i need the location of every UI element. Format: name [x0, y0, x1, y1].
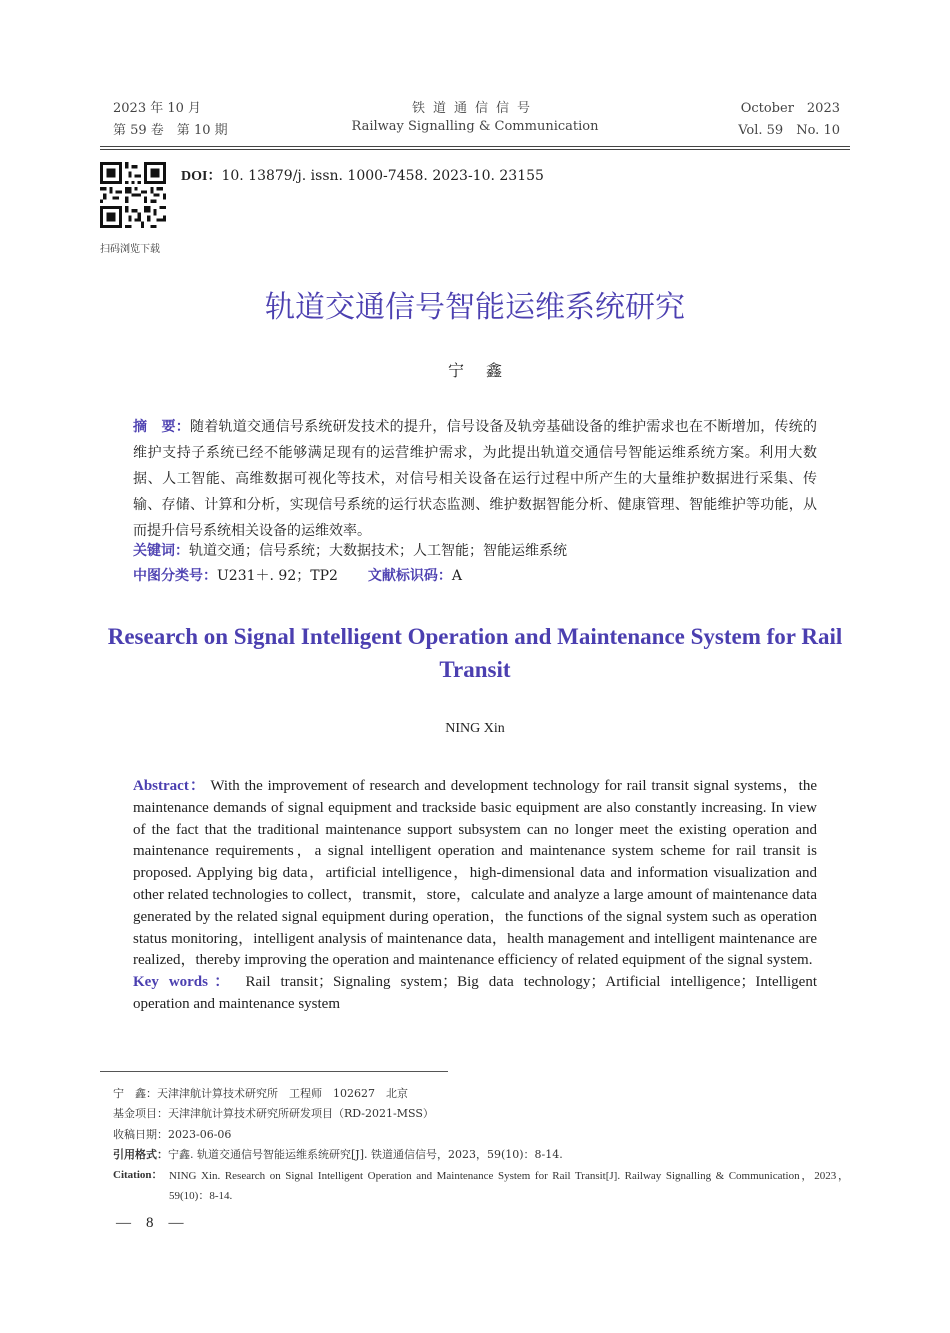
header-rule-bottom	[100, 149, 850, 150]
footnote-rule	[100, 1071, 448, 1072]
header-rule-top	[100, 146, 850, 147]
doi-value[interactable]: 10. 13879/j. issn. 1000-7458. 2023-10. 23155	[221, 168, 544, 184]
title-cn: 轨道交通信号智能运维系统研究	[265, 290, 685, 325]
keywords-cn-label: 关键词：	[133, 543, 189, 559]
doi-line	[181, 165, 544, 185]
page-number: — 8 —	[116, 1215, 184, 1231]
author-en: NING Xin	[445, 721, 505, 736]
keywords-cn-text: 轨道交通；信号系统；大数据技术；人工智能；智能运维系统	[189, 543, 567, 559]
keywords-en-text: Rail transit；Signaling system；Big data technology；Artificial intelligence；Intelligent operation and maintenance system	[133, 974, 818, 1012]
header-volume-cn: 第 59 卷 第 10 期	[113, 123, 228, 138]
cite-cn-label: 引用格式：	[113, 1148, 168, 1161]
abstract-cn-label: 摘 要：	[133, 419, 191, 435]
footnote-cite-cn	[113, 1146, 563, 1162]
cite-cn-text: 宁鑫. 轨道交通信号智能运维系统研究[J]. 铁道通信信号，2023，59(10)：8-14.	[168, 1148, 563, 1161]
classification-value: U231＋. 92；TP2	[217, 568, 338, 584]
journal-title-cn: 铁道通信信号	[411, 101, 538, 116]
cite-en-label: Citation：	[113, 1169, 163, 1181]
footnote-author-info: 宁 鑫：天津津航计算技术研究所 工程师 102627 北京	[113, 1087, 408, 1100]
footnote-received: 收稿日期：2023-06-06	[113, 1128, 232, 1141]
journal-title-en: Railway Signalling & Communication	[351, 119, 599, 134]
keywords-cn	[133, 540, 567, 560]
abstract-cn-text: 随着轨道交通信号系统研发技术的提升，信号设备及轨旁基础设备的维护需求也在不断增加，传统的维护支持子系统已经不能够满足现有的运营维护需求，为此提出轨道交通信号智能运维系统方案。利用大数据、人工智能、高维数据可视化等技术，对信号相关设备在运行过程中所产生的大量维护数据进行采集、传输、存储、计算和分析，实现信号系统的运行状态监测、维护数据智能分析、健康管理、智能维护等功能，从而提升信号系统相关设备的运维效率。	[133, 419, 818, 539]
abstract-cn	[133, 414, 817, 544]
classification-cn	[133, 565, 462, 585]
abstract-en-paragraph	[133, 776, 817, 972]
abstract-en-text: With the improvement of research and development technology for rail transit signal systems，the maintenance demands of signal equipment and trackside basic equipment are also constantly increasing. In view of the fact that the traditional maintenance support subsystem can no longer meet the existing operation and maintenance requirements，a signal intelligent operation and maintenance system scheme for rail transit is proposed. Applying big data，artificial intelligence，high-dimensional data and information visualization and other related technologies to collect，transmit，store，calculate and analyze a large amount of maintenance data generated by the related signal equipment during operation，the functions of the signal system such as operation status monitoring，intelligent analysis of maintenance data，health management and intelligent maintenance are realized，thereby improving the operation and maintenance efficiency of related equipment of the signal system.	[133, 778, 817, 969]
document-code-label: 文献标识码：	[367, 568, 452, 584]
header-date-cn: 2023 年 10 月	[113, 101, 202, 116]
abstract-en-label: Abstract：	[133, 778, 206, 794]
title-en: Research on Signal Intelligent Operation and Maintenance System for Rail Transit	[107, 624, 843, 682]
keywords-en-paragraph	[133, 972, 817, 1016]
header-volume-en: Vol. 59 No. 10	[738, 123, 840, 138]
classification-label: 中图分类号：	[133, 568, 217, 584]
author-cn: 宁鑫	[447, 361, 524, 380]
cite-en-text: NING Xin. Research on Signal Intelligent Operation and Maintenance System for Rail Transit[J]. Railway Signalling & Communication，2023，59(10)：8-14.	[169, 1170, 849, 1202]
abstract-en	[133, 776, 817, 1016]
footnote-fund: 基金项目：天津津航计算技术研究所研发项目（RD-2021-MSS）	[113, 1107, 434, 1120]
header-date-en: October 2023	[740, 101, 840, 116]
qr-code-icon	[100, 162, 166, 228]
footnote-cite-en	[113, 1166, 853, 1206]
keywords-en-label: Key words：	[133, 974, 236, 991]
document-code-value: A	[451, 568, 463, 584]
qr-caption: 扫码浏览下载	[100, 244, 160, 255]
doi-label: DOI：	[181, 169, 222, 184]
